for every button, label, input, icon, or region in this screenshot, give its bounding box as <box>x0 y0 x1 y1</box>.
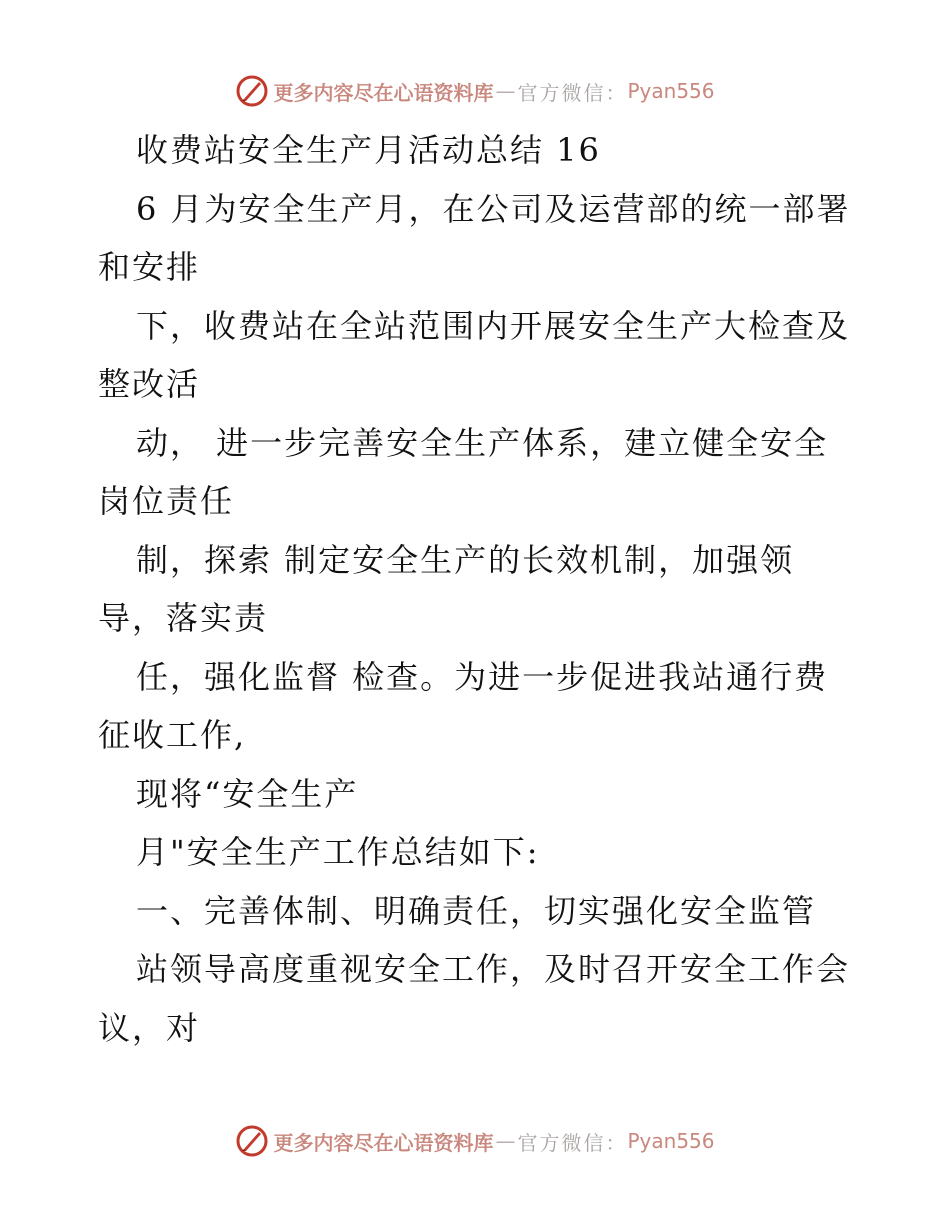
paragraph-line: 任，强化监督 检查。为进一步促进我站通行费 <box>136 657 829 696</box>
watermark-dash: — <box>495 1129 516 1153</box>
paragraph-line: 岗位责任 <box>98 482 235 520</box>
watermark-site-text: 更多内容尽在心语资料库 <box>273 1130 494 1155</box>
paragraph-line: 6 月为安全生产月，在公司及运营部的统一部署 <box>136 189 851 228</box>
watermark-wechat-id: Pyan556 <box>627 79 715 103</box>
section-heading: 一、完善体制、明确责任，切实强化安全监管 <box>136 891 817 930</box>
watermark-official-label: 官方微信： <box>517 80 628 105</box>
watermark-wechat-id: Pyan556 <box>627 1129 715 1153</box>
footer-watermark <box>0 1121 950 1161</box>
paragraph-line: 动， 进一步完善安全生产体系，建立健全安全 <box>136 423 829 462</box>
quill-logo-icon <box>235 74 269 108</box>
watermark-dash: — <box>495 79 516 103</box>
paragraph-line: 站领导高度重视安全工作，及时召开安全工作会 <box>136 950 851 988</box>
document-title: 收费站安全生产月活动总结 16 <box>136 131 601 169</box>
paragraph-line: 下，收费站在全站范围内开展安全生产大检查及 <box>136 306 851 345</box>
paragraph-line: 整改活 <box>98 365 201 403</box>
paragraph-line: 现将“安全生产 <box>136 774 359 813</box>
watermark-site-text: 更多内容尽在心语资料库 <box>273 80 494 105</box>
paragraph-line: 制，探索 制定安全生产的长效机制，加强领 <box>136 540 795 579</box>
paragraph-line: 议，对 <box>98 1008 201 1047</box>
watermark-official-label: 官方微信： <box>517 1130 628 1155</box>
quill-logo-icon <box>235 1124 269 1158</box>
paragraph-line: 和安排 <box>98 248 201 286</box>
document-body <box>98 121 858 1057</box>
header-watermark <box>0 71 950 111</box>
paragraph-line: 月"安全生产工作总结如下: <box>136 833 540 871</box>
paragraph-line: 导，落实责 <box>98 599 269 637</box>
paragraph-line: 征收工作, <box>98 716 247 754</box>
